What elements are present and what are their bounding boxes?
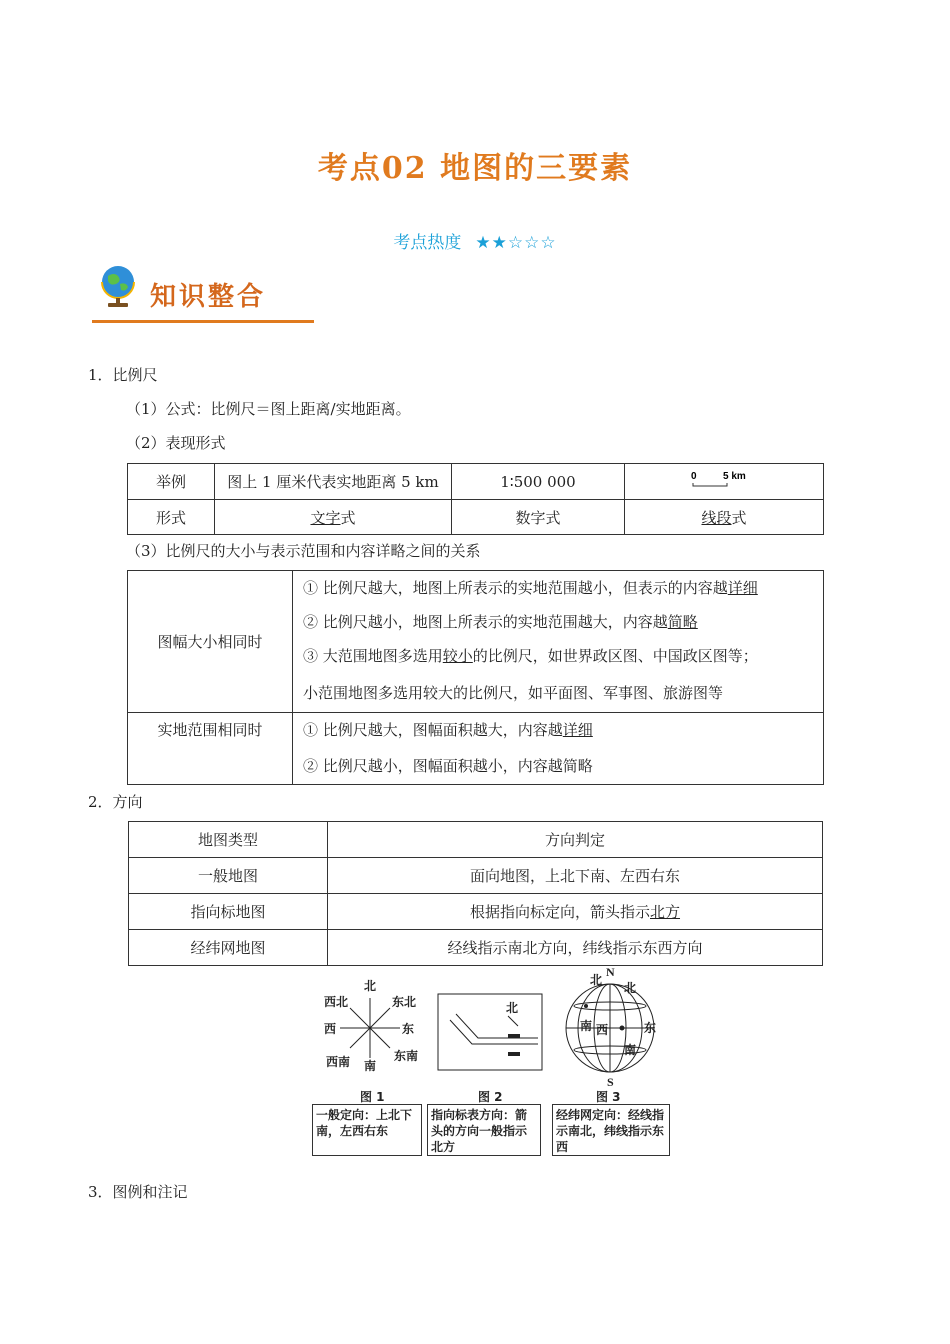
svg-text:东北: 东北 (392, 995, 417, 1009)
figure-caption: 图 1 (360, 1090, 385, 1104)
table-cell: 经纬网地图 (129, 930, 328, 966)
table-cell: 线段式 (625, 500, 824, 535)
scale-forms-table (127, 463, 824, 535)
scale-zero: 0 (691, 470, 697, 482)
figure-caption: 图 2 (478, 1090, 503, 1104)
svg-text:北: 北 (364, 979, 377, 993)
table-cell: 指向标地图 (129, 894, 328, 930)
svg-text:东南: 东南 (394, 1049, 419, 1063)
north-arrow-map (438, 994, 542, 1070)
direction-diagrams (310, 962, 672, 1092)
svg-text:北: 北 (590, 973, 603, 987)
svg-text:西: 西 (324, 1022, 337, 1036)
globe-icon (96, 264, 140, 308)
heat-label: 考点热度 (393, 233, 462, 253)
svg-text:东: 东 (402, 1022, 415, 1036)
svg-text:东: 东 (644, 1021, 657, 1035)
section-banner (92, 262, 314, 326)
table-cell: ② 比例尺越小，图幅面积越小，内容越简略 (293, 747, 824, 785)
direction-table (128, 821, 823, 966)
table-row (129, 822, 823, 858)
relation-heading: （3）比例尺的大小与表示范围和内容详略之间的关系 (126, 542, 481, 560)
svg-text:南: 南 (364, 1059, 377, 1073)
table-cell: 图上 1 厘米代表实地距离 5 km (215, 464, 452, 500)
svg-text:S: S (607, 1075, 614, 1089)
banner-rule (92, 320, 314, 323)
table-row (128, 464, 824, 500)
table-cell: 地图类型 (129, 822, 328, 858)
table-cell: ① 比例尺越大，图幅面积越大，内容越详细 (293, 713, 824, 747)
graticule-globe (566, 965, 656, 1089)
svg-text:南: 南 (580, 1019, 593, 1033)
svg-text:北: 北 (506, 1001, 519, 1015)
table-row (128, 571, 824, 605)
svg-text:南: 南 (624, 1043, 637, 1057)
table-cell: 面向地图，上北下南、左西右东 (328, 858, 823, 894)
compass-rose (324, 979, 418, 1073)
table-row (129, 930, 823, 966)
figure-note: 经纬网定向：经线指示南北，纬线指示东西 (552, 1104, 670, 1156)
formula-text: （1）公式：比例尺＝图上距离/实地距离。 (126, 400, 411, 418)
table-cell: ① 比例尺越大，地图上所表示的实地范围越小，但表示的内容越详细 (293, 571, 824, 605)
svg-text:北: 北 (624, 981, 637, 995)
table-cell: 举例 (128, 464, 215, 500)
table-row (128, 713, 824, 747)
scale-label: 5 km (723, 470, 746, 482)
table-cell: 数字式 (452, 500, 625, 535)
heat-rating (0, 228, 950, 253)
figure-note: 指向标表方向：箭头的方向一般指示北方 (427, 1104, 541, 1156)
section-heading: 1．比例尺 (88, 366, 158, 384)
table-cell: 文字式 (215, 500, 452, 535)
svg-text:N: N (606, 965, 615, 979)
table-cell: 方向判定 (328, 822, 823, 858)
table-cell: 经线指示南北方向，纬线指示东西方向 (328, 930, 823, 966)
figure-note: 一般定向：上北下南，左西右东 (312, 1104, 422, 1156)
direction-figure (310, 962, 672, 1160)
forms-heading: （2）表现形式 (126, 434, 226, 452)
table-cell: ③ 大范围地图多选用较小的比例尺，如世界政区图、中国政区图等； (293, 639, 824, 673)
section-heading: 3．图例和注记 (88, 1183, 188, 1201)
table-row (128, 500, 824, 535)
table-row (129, 894, 823, 930)
svg-text:西北: 西北 (324, 995, 349, 1009)
page-title: 考点02 地图的三要素 (317, 151, 633, 186)
scale-relation-table (127, 570, 824, 785)
section-heading: 2．方向 (88, 793, 143, 811)
table-cell: ② 比例尺越小，地图上所表示的实地范围越大，内容越简略 (293, 605, 824, 639)
table-cell: 形式 (128, 500, 215, 535)
figure-caption: 图 3 (596, 1090, 621, 1104)
svg-text:西: 西 (596, 1023, 609, 1037)
line-scale-bar (681, 470, 761, 494)
svg-text:西南: 西南 (326, 1055, 351, 1069)
banner-label: 知识整合 (150, 282, 267, 312)
table-cell: 小范围地图多选用较大的比例尺，如平面图、军事图、旅游图等 (293, 673, 824, 713)
table-row (129, 858, 823, 894)
table-cell: 图幅大小相同时 (128, 571, 293, 713)
table-cell: 实地范围相同时 (128, 713, 293, 785)
table-cell: 一般地图 (129, 858, 328, 894)
heat-stars: ★★☆☆☆ (475, 233, 557, 253)
table-cell: 根据指向标定向，箭头指示北方 (328, 894, 823, 930)
table-cell (625, 464, 824, 500)
table-cell: 1∶500 000 (452, 464, 625, 500)
